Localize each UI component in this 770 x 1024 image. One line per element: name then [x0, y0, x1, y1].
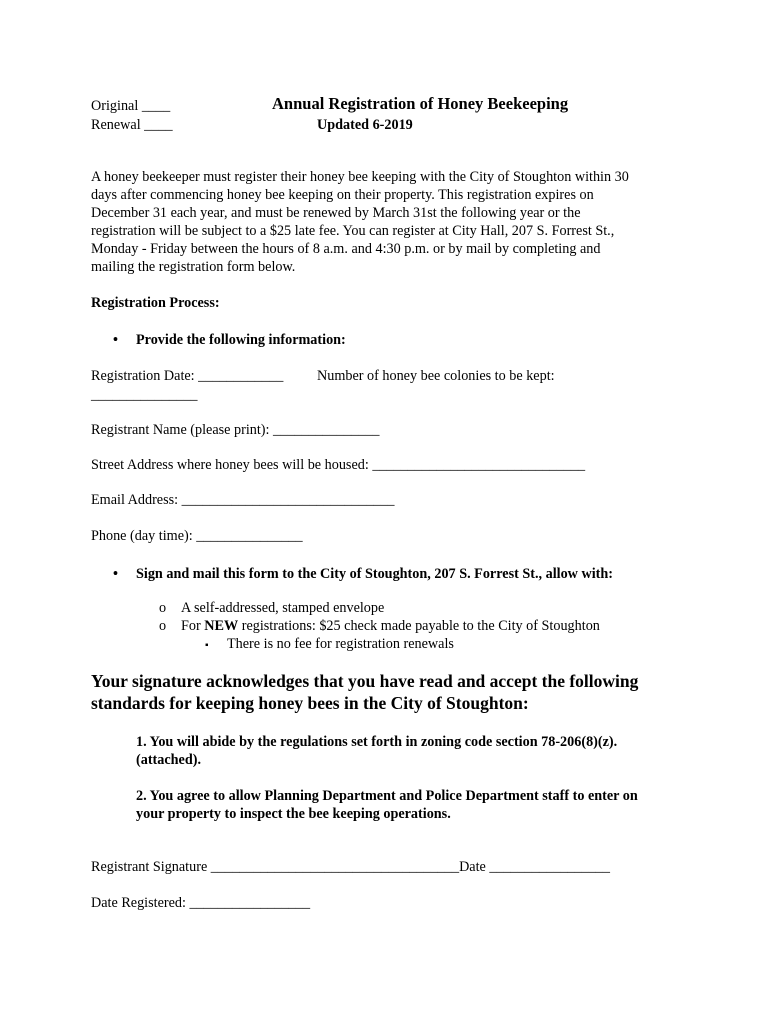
intro-line: mailing the registration form below.	[91, 259, 296, 275]
sub-item-new-prefix: For	[181, 618, 205, 634]
colonies-count-label: Number of honey bee colonies to be kept:	[317, 368, 555, 384]
sub-sub-item-renewal-fee-text: There is no fee for registration renewals	[227, 636, 454, 652]
intro-line: registration will be subject to a $25 late fee. You can register at City Hall, 207 S. Forrest St.,	[91, 223, 615, 239]
bullet-sign-and-mail	[113, 565, 613, 583]
standard-item-1-line1: 1. You will abide by the regulations set forth in zoning code section 78-206(8)(z).	[136, 734, 618, 750]
document-title: Annual Registration of Honey Beekeeping	[272, 94, 569, 113]
colonies-count-field[interactable]: _______________	[91, 387, 198, 403]
sub-bullet: o	[159, 618, 167, 634]
registration-date-field[interactable]: Registration Date: ____________	[91, 368, 284, 384]
intro-line: A honey beekeeper must register their honey bee keeping with the City of Stoughton within 30	[91, 169, 629, 185]
standard-item-1-line2: (attached).	[136, 752, 202, 768]
standard-item-2-line2: your property to inspect the bee keeping operations.	[136, 806, 451, 822]
square-bullet: ▪	[205, 640, 209, 651]
updated-date: Updated 6-2019	[317, 117, 413, 133]
bullet-provide-info-text: Provide the following information:	[136, 332, 346, 348]
original-checkbox-label[interactable]: Original ____	[91, 98, 171, 114]
email-address-field[interactable]: Email Address: ______________________________	[91, 492, 395, 508]
sub-item-envelope-text: A self-addressed, stamped envelope	[181, 600, 385, 616]
bullet-provide-info	[113, 331, 346, 349]
sub-sub-item-renewal-fee	[205, 635, 454, 655]
registration-process-heading: Registration Process:	[91, 295, 220, 311]
sub-bullet: o	[159, 600, 167, 616]
bullet-dot: •	[113, 566, 118, 582]
standard-item-2-line1: 2. You agree to allow Planning Department and Police Department staff to enter on	[136, 788, 638, 804]
sub-item-new-suffix: registrations: $25 check made payable to the City of Stoughton	[238, 618, 600, 634]
bullet-dot: •	[113, 332, 118, 348]
intro-paragraph	[91, 168, 681, 276]
standards-heading-line2: standards for keeping honey bees in the City of Stoughton:	[91, 693, 529, 713]
sub-item-new-keyword: NEW	[204, 618, 239, 634]
date-registered-field[interactable]: Date Registered: _________________	[91, 895, 311, 911]
street-address-field[interactable]: Street Address where honey bees will be housed: ______________________________	[91, 457, 586, 473]
sub-item-new-registration	[159, 617, 600, 635]
standards-heading-line1: Your signature acknowledges that you have read and accept the following	[91, 671, 639, 691]
renewal-checkbox-label[interactable]: Renewal ____	[91, 117, 173, 133]
intro-line: December 31 each year, and must be renewed by March 31st the following year or the	[91, 205, 581, 221]
intro-line: days after commencing honey bee keeping on their property. This registration expires on	[91, 187, 594, 203]
registrant-name-field[interactable]: Registrant Name (please print): _______________	[91, 422, 380, 438]
intro-line: Monday - Friday between the hours of 8 a.m. and 4:30 p.m. or by mail by completing and	[91, 241, 601, 257]
phone-field[interactable]: Phone (day time): _______________	[91, 528, 303, 544]
bullet-sign-and-mail-text: Sign and mail this form to the City of Stoughton, 207 S. Forrest St., allow with:	[136, 566, 614, 582]
registrant-signature-field[interactable]: Registrant Signature ___________________________________Date _________________	[91, 859, 610, 875]
sub-item-envelope	[159, 599, 384, 617]
